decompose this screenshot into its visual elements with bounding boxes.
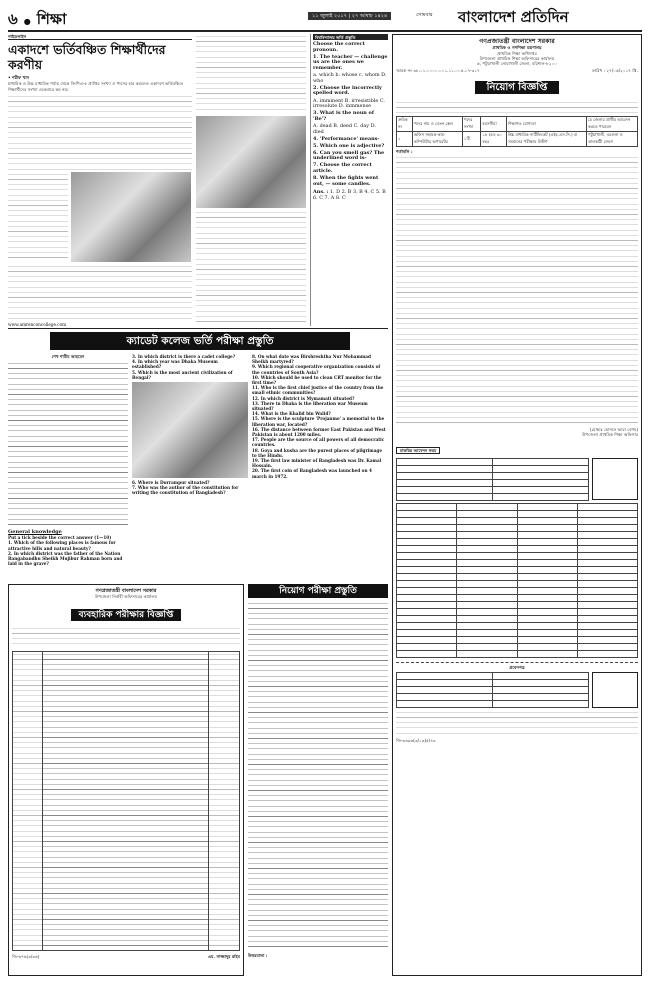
practical-title: ব্যবহারিক পরীক্ষার বিজ্ঞপ্তি bbox=[71, 609, 182, 621]
table-header: শিক্ষাগত যোগ্যতা bbox=[506, 117, 586, 132]
memo-number: স্মারক নং ৩৮.০১.০০০০.০০১.১১.০০৫.১৭-৩১৭ bbox=[396, 68, 480, 74]
masthead: বাংলাদেশ প্রতিদিন bbox=[458, 8, 569, 26]
gk-question: 15. Where is the sculpture 'Projanmo' a memorial to the liberation war, located? bbox=[252, 416, 385, 427]
photo-box bbox=[592, 458, 638, 500]
gk-question: 7. Who was the author of the constitution for writing the constitution of Bangladesh? bbox=[132, 485, 239, 496]
memo-no: জি-৬৭৬(৩/৩৬) bbox=[12, 954, 40, 960]
application-form bbox=[396, 458, 589, 501]
quiz-question: 8. When the fights went out, — some candles. bbox=[313, 175, 379, 187]
cadet-column-2 bbox=[132, 354, 248, 580]
gk-instruction: Put a tick beside the correct answer (1—10) bbox=[8, 535, 112, 541]
table-cell: অফিস সহায়ক-কাম-কম্পিউটার অপারেটর bbox=[412, 132, 462, 147]
cadet-parade-photo bbox=[132, 382, 248, 478]
gk-question: 10. Which should be used to clean CRT monitor for the first time? bbox=[252, 374, 382, 386]
signature-name: (মোছাঃ হোসনে আরা বেগম) bbox=[589, 426, 638, 432]
notice-ministry: প্রাথমিক ও গণশিক্ষা মন্ত্রণালয় bbox=[492, 45, 542, 51]
gk-question: 18. Goya and kusha are the purest places of pilgrimage to the Hindu. bbox=[252, 447, 382, 458]
application-form bbox=[396, 503, 638, 658]
notice-intro-text bbox=[396, 100, 638, 114]
recruitment-prep bbox=[248, 584, 388, 976]
quiz-question: 1. The teacher — challenge us are the ones we remember. bbox=[313, 53, 388, 72]
middle-column bbox=[196, 34, 306, 326]
gk-question: 17. People are the source of all powers of all democratic countries. bbox=[252, 437, 385, 448]
quiz-options: a. which b. whose c. whom D. who bbox=[313, 72, 387, 84]
page-number: ৬ bbox=[8, 10, 18, 28]
quiz-question: 5. Which one is adjective? bbox=[313, 142, 385, 149]
page-header bbox=[8, 2, 642, 32]
quiz-question: 2. Choose the incorrectly spelled word. bbox=[313, 84, 382, 97]
memo-footer: জি-৩৩৯৬(৩/১৩)৫/৪৩ bbox=[396, 738, 436, 744]
schedule-table bbox=[12, 651, 240, 951]
gk-question: 14. What is the Khalid bin Walid? bbox=[252, 411, 331, 417]
table-cell: ১টি bbox=[462, 132, 480, 147]
admit-instructions bbox=[396, 710, 638, 736]
gk-heading: General knowledge bbox=[8, 529, 62, 536]
answers: 1. D 2. B 3. B 4. C 5. B 6. C 7. A 8. C bbox=[313, 189, 386, 201]
notice-office: উপজেলা প্রাথমিক শিক্ষা অফিসারের কার্যালয় bbox=[479, 55, 555, 61]
website-link[interactable]: www.amrenconcollege.com bbox=[8, 321, 67, 327]
cadet-column-1 bbox=[8, 354, 128, 580]
notice-title: নিয়োগ বিজ্ঞপ্তি bbox=[475, 81, 560, 94]
table-header: পদের সংখ্যা bbox=[462, 117, 480, 132]
signature-title: উপজেলা প্রাথমিক শিক্ষা অফিসার bbox=[582, 431, 638, 437]
notice-gov: গণপ্রজাতন্ত্রী বাংলাদেশ সরকার bbox=[479, 38, 555, 45]
gk-question: 11. Who is the first chief justice of the country from the small ethnic communities? bbox=[252, 385, 384, 396]
article-body-text bbox=[8, 94, 192, 172]
section-title: শিক্ষা bbox=[36, 10, 67, 28]
english-quiz bbox=[310, 34, 388, 326]
cadet-column-3 bbox=[252, 354, 388, 580]
photo-box bbox=[592, 672, 638, 708]
table-header: যে জেলার প্রার্থীর আবেদন করতে পারবেন bbox=[586, 117, 637, 132]
weekday: সোমবার bbox=[416, 12, 433, 18]
gk-question: 5. Which is the most ancient civilization of Bengal? bbox=[132, 369, 233, 380]
recruit-mcq-text bbox=[248, 601, 388, 951]
dateline: ১১ জুলাই ২০১৭ | ২৭ আষাঢ় ১৪২৪ bbox=[308, 12, 391, 20]
quiz-question: 4. 'Performance' means- bbox=[313, 135, 380, 142]
gk-question: 6. Where is Durrampur situated? bbox=[132, 480, 210, 486]
gk-question: 1. Which of the following places is famous for attractive hills and natural beauty? bbox=[8, 540, 116, 551]
article-body-text bbox=[8, 172, 68, 262]
vacancy-table bbox=[396, 116, 638, 147]
admit-card-form bbox=[396, 672, 589, 708]
quiz-options: A. dead B. deed C. day D. died bbox=[313, 122, 376, 135]
recruitment-notice bbox=[392, 34, 642, 976]
answer-label: উত্তরমালা : bbox=[248, 953, 268, 958]
notice-directorate: প্রাথমিক শিক্ষা অধিদপ্তর bbox=[497, 50, 537, 56]
gk-question: 3. In which district is there a cadet college? bbox=[132, 354, 236, 359]
table-cell: পটুয়াখালী, বরগুনা ও ঝালকাঠী জেলা bbox=[586, 132, 637, 147]
notice-address: ৬, পটুয়াখালী নোয়াখালী জেলা, বরিশাল-৮২০০ bbox=[477, 61, 557, 67]
table-header: ক্রমিক নং bbox=[397, 117, 413, 132]
gk-question: 4. In which year was Dhaka Museum established? bbox=[132, 359, 218, 370]
gk-question: 2. In which district was the father of the Nation Bangabandhu Sheikh Mujibur Rahman born and laid in the grave? bbox=[8, 550, 123, 567]
quiz-question: 7. Choose the correct article. bbox=[313, 162, 372, 175]
cadet-banner: ক্যাডেট কলেজ ভর্তি পরীক্ষা প্রস্তুতি bbox=[50, 332, 350, 350]
answers-label: Ans. : bbox=[313, 189, 329, 196]
article-body-text bbox=[196, 210, 306, 324]
gk-question: 16. The distance between former East Pakistan and West Pakistan is about 1200 miles. bbox=[252, 426, 386, 438]
quiz-question: 3. What is the noun of 'Be'? bbox=[313, 110, 374, 122]
quiz-question: 6. Can you smell gas? The underlined word is- bbox=[313, 149, 385, 162]
table-header: বয়সসীমা bbox=[481, 117, 507, 132]
admit-card-title: প্রবেশপত্র bbox=[396, 662, 638, 670]
student-photo bbox=[71, 172, 191, 262]
article-headline: একাদশে ভর্তিবঞ্চিত শিক্ষার্থীদের করণীয় bbox=[8, 42, 166, 73]
gk-question: 9. Which regional cooperative organization consists of the countries of South Asia? bbox=[252, 364, 381, 375]
article-body-text bbox=[196, 34, 306, 114]
gk-question: 13. There in Dhaka is the liberation war Museum situated? bbox=[252, 400, 368, 412]
gk-question: 12. In which district is Mymamati situated? bbox=[252, 395, 355, 401]
article-body-text bbox=[8, 264, 192, 322]
gk-question: 19. The first law minister of Bangladesh was Dr. Kamal Hossain. bbox=[252, 458, 382, 469]
gk-question: 20. The first coin of Bangladesh was launched on 4 march in 1972. bbox=[252, 468, 372, 479]
exam-hall-photo bbox=[196, 116, 306, 208]
notice-intro-text bbox=[12, 626, 240, 648]
cadet-byline: শেখ শামীম আহমেদ bbox=[51, 354, 85, 359]
conditions-label: শর্তাবলি : bbox=[396, 149, 413, 155]
signatory: এম. সাজ্জাদুর রহিম bbox=[207, 954, 240, 960]
conditions-text bbox=[396, 155, 638, 425]
recruit-prep-title: নিয়োগ পরীক্ষা প্রস্তুতি bbox=[248, 584, 388, 598]
gk-question: 8. On what date was Birshreshtha Nur Mohammad Sheikh martyred? bbox=[252, 354, 371, 365]
practical-exam-notice bbox=[8, 584, 244, 976]
kicker: গাইডলাইন bbox=[8, 34, 192, 40]
article-lead: মাধ্যমিক ও উচ্চ মাধ্যমিক পর্যায় থেকে জিপিএ-৫ প্রাপ্তির সংখ্যা ও পাসের হার কমলেও একাদশে ভর্তিবঞ্চিত শিক্ষার্থীদের সংখ্যা একেবারে কম নয়। bbox=[8, 81, 183, 92]
notice-office: উপজেলা নির্বাহী অফিসারের কার্যালয় bbox=[94, 594, 157, 599]
guideline-article bbox=[8, 34, 192, 326]
quiz-options: A. imminent B. irresistible C. irresolute D. inmmense bbox=[313, 97, 385, 110]
table-cell: ১৮ হতে ৩০ বছর bbox=[481, 132, 507, 147]
table-header: পদের নাম ও বেতন স্কেল bbox=[412, 117, 462, 132]
application-form-title: চাকরির আবেদন ফরম bbox=[396, 447, 440, 454]
bullet-icon: ● bbox=[23, 15, 31, 26]
byline: • শরীফ খান bbox=[8, 75, 30, 81]
quiz-heading: Choose the correct pronoun. bbox=[313, 41, 365, 53]
notice-date: তারিখ : ২৭/০৬/২০১৭ খ্রি. bbox=[591, 68, 638, 74]
table-cell: উচ্চ মাধ্যমিক সার্টিফিকেট (এইচ.এস.সি.) বা সমমানের পরীক্ষায় উত্তীর্ণ bbox=[506, 132, 586, 147]
bengali-mcq-text bbox=[8, 361, 128, 529]
notice-gov: গণপ্রজাতন্ত্রী বাংলাদেশ সরকার bbox=[95, 588, 157, 594]
quiz-section-label: বিশ্ববিদ্যালয় ভর্তি প্রস্তুতি bbox=[313, 34, 388, 40]
header-rule bbox=[8, 30, 642, 32]
table-cell: ১ bbox=[397, 132, 413, 147]
